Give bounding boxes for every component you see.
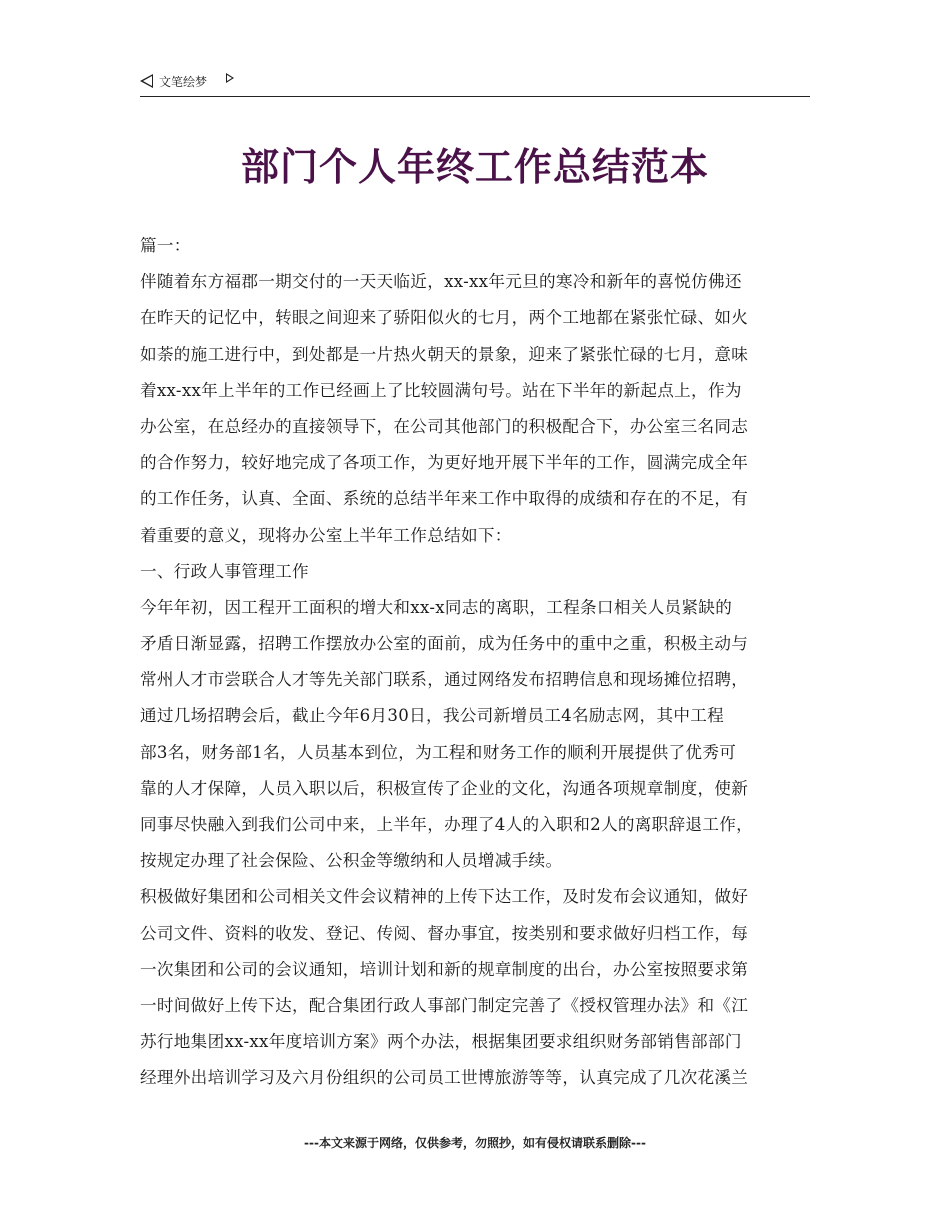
triangle-left-icon bbox=[140, 74, 153, 88]
body-line: 的合作努力，较好地完成了各项工作，为更好地开展下半年的工作，圆满完成全年 bbox=[140, 453, 749, 473]
body-line: 着xx-xx年上半年的工作已经画上了比较圆满句号。站在下半年的新起点上，作为 bbox=[140, 380, 742, 400]
triangle-right-icon bbox=[226, 73, 234, 83]
body-line: 苏行地集团xx-xx年度培训方案》两个办法，根据集团要求组织财务部销售部部门 bbox=[140, 1032, 742, 1052]
footer-notice: ---本文来源于网络，仅供参考，勿照抄，如有侵权请联系删除--- bbox=[304, 1136, 646, 1150]
body-line: 通过几场招聘会后，截止今年6月30日，我公司新增员工4名励志网，其中工程 bbox=[140, 706, 725, 726]
body-line: 部3名，财务部1名，人员基本到位，为工程和财务工作的顺利开展提供了优秀可 bbox=[140, 742, 737, 762]
body-line: 的工作任务，认真、全面、系统的总结半年来工作中取得的成绩和存在的不足，有 bbox=[140, 489, 749, 509]
body-line: 篇一： bbox=[140, 236, 191, 255]
body-line: 一、行政人事管理工作 bbox=[140, 561, 309, 581]
body-line: 积极做好集团和公司相关文件会议精神的上传下达工作，及时发布会议通知，做好 bbox=[140, 887, 749, 907]
body-line: 靠的人才保障，人员入职以后，积极宣传了企业的文化，沟通各项规章制度，使新 bbox=[140, 778, 749, 798]
body-line: 同事尽快融入到我们公司中来，上半年，办理了4人的入职和2人的离职辞退工作， bbox=[140, 815, 753, 834]
body-line: 在昨天的记忆中，转眼之间迎来了骄阳似火的七月，两个工地都在紧张忙碌、如火 bbox=[140, 308, 749, 328]
body-line: 一次集团和公司的会议通知，培训计划和新的规章制度的出台，办公室按照要求第 bbox=[140, 959, 749, 979]
body-line: 如荼的施工进行中，到处都是一片热火朝天的景象，迎来了紧张忙碌的七月，意味 bbox=[140, 344, 749, 364]
body-line: 按规定办理了社会保险、公积金等缴纳和人员增减手续。 bbox=[140, 851, 563, 871]
document-body bbox=[140, 228, 822, 1097]
body-line: 伴随着东方福郡一期交付的一天天临近，xx-xx年元旦的寒冷和新年的喜悦仿佛还 bbox=[140, 272, 742, 292]
body-line: 矛盾日渐显露，招聘工作摆放办公室的面前，成为任务中的重中之重，积极主动与 bbox=[140, 634, 749, 654]
body-line: 办公室，在总经办的直接领导下，在公司其他部门的积极配合下，办公室三名同志 bbox=[140, 416, 749, 436]
document-title: 部门个人年终工作总结范本 bbox=[240, 145, 709, 189]
header-brand: 文笔绘梦 bbox=[159, 75, 208, 89]
body-line: 今年年初，因工程开工面积的增大和xx-x同志的离职，工程条口相关人员紧缺的 bbox=[140, 597, 733, 617]
body-line: 一时间做好上传下达，配合集团行政人事部门制定完善了《授权管理办法》和《江 bbox=[140, 995, 749, 1015]
body-line: 常州人才市尝联合人才等先关部门联系，通过网络发布招聘信息和现场摊位招聘， bbox=[140, 670, 749, 690]
body-line: 经理外出培训学习及六月份组织的公司员工世博旅游等等，认真完成了几次花溪兰 bbox=[140, 1068, 749, 1088]
page-header bbox=[140, 72, 810, 97]
body-line: 着重要的意义，现将办公室上半年工作总结如下： bbox=[140, 525, 512, 545]
body-line: 公司文件、资料的收发、登记、传阅、督办事宜，按类别和要求做好归档工作，每 bbox=[140, 923, 749, 943]
